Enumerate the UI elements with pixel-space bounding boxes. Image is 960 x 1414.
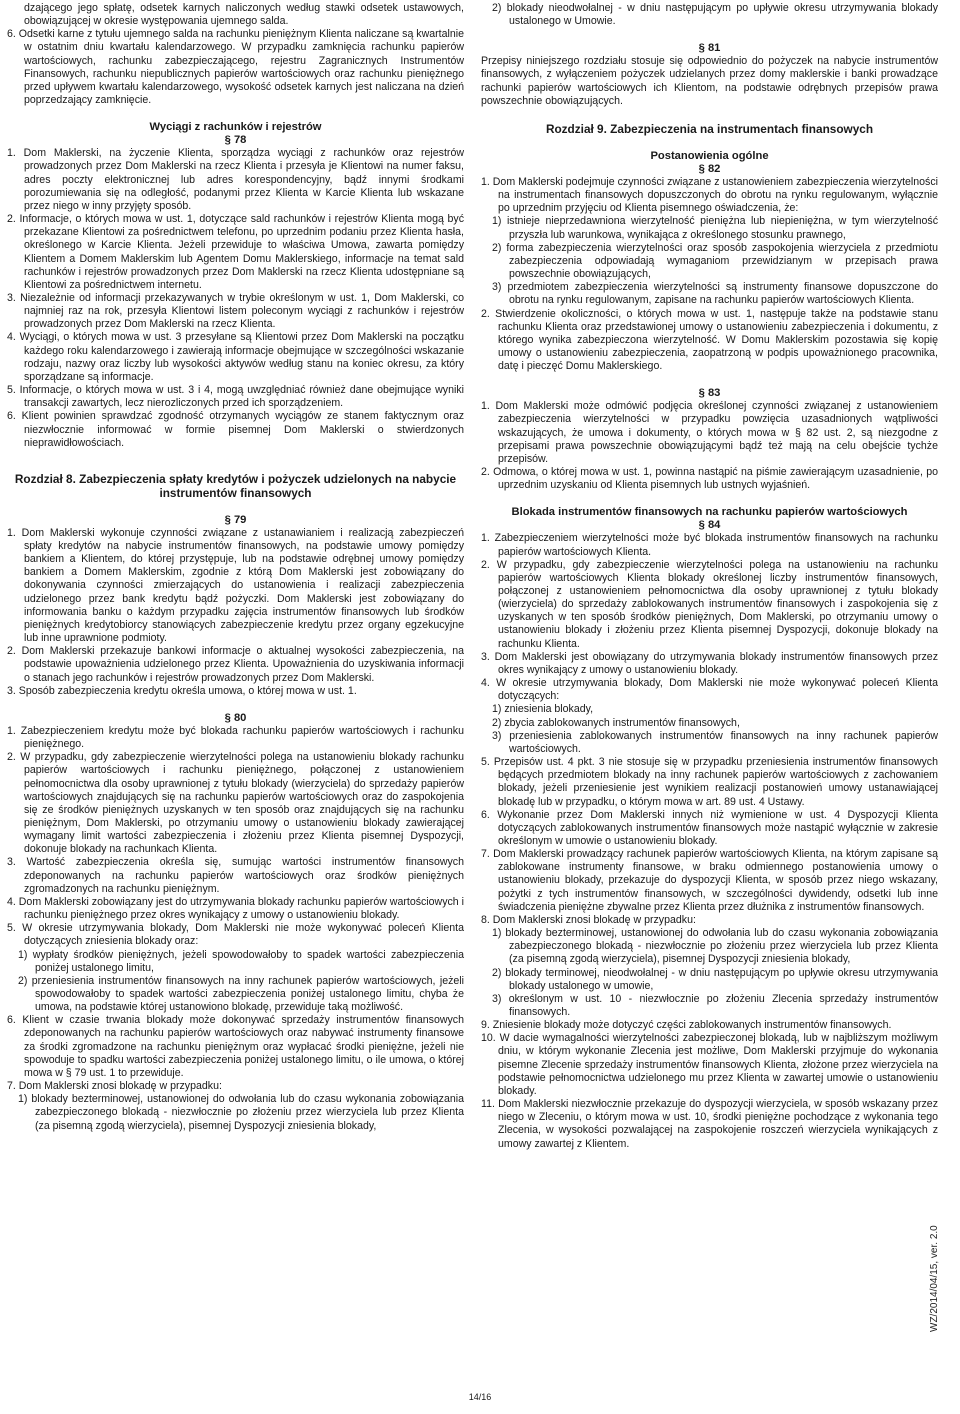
paragraph: 6. Wykonanie przez Dom Maklerski innych niż wymienione w ust. 4 Dyspozycji Klienta dotyczących zablokowanych instrumentów finansowych może nastąpić wyłącznie w zakresie określonym w umowie o ustanowieniu blokady. — [481, 808, 938, 847]
section-heading: Postanowienia ogólne — [650, 149, 769, 162]
paragraph: 2. W przypadku, gdy zabezpieczenie wierzytelności polega na ustanowieniu blokady rachunku papierów wartościowych i rachunku pieniężnego, połączonej z ustanowieniem pełnomocnictwa dla osoby uprawnionej z tytułu blokady (wierzyciela) do sprzedaży papierów wartościowych znajdujących się na rachunku papierów wartościowych oraz do zaspokojenia się ze środków pieniężnych uzyskanych w ten sposób oraz znajdujących się na rachunku pieniężnym, Dom Maklerski, po otrzymaniu umowy o ustanowieniu blokady zawierającej wymagany limit wartości zabezpieczenia i złożeniu przez Klienta pisemnej Dyspozycji, dokonuje blokady na rachunkach Klienta. — [7, 751, 464, 856]
list-item: 2) zbycia zablokowanych instrumentów finansowych, — [492, 716, 740, 729]
paragraph: 2. Stwierdzenie okoliczności, o których mowa w ust. 1, następuje także na podstawie stanu rachunku Klienta oraz przedstawionej umowy o ustanowieniu zabezpieczenia i dokumentu, z którego wynika zabezpieczona wierzytelność. W Domu Maklerskim pozostawia się kopię umowy o ustanowieniu zabezpieczenia, zaopatrzoną w podpis upoważnionego pracownika, datę i pieczęć Domu Maklerskiego. — [481, 307, 938, 373]
paragraph: 1. Dom Maklerski podejmuje czynności związane z ustanowieniem zabezpieczenia wierzytelności na instrumentach finansowych dopuszczonych do obrotu na rynku regulowanym, wyłącznie po uprzednim przyjęciu od Klienta pisemnego oświadczenia, że: — [481, 175, 938, 215]
list-item: 1) istnieje nieprzedawniona wierzytelność pieniężna lub niepieniężna, w tym wierzytelność przyszła lub warunkowa, wynikająca z określonego stosunku prawnego, — [492, 215, 938, 241]
paragraph: 1. Dom Maklerski może odmówić podjęcia określonej czynności związanej z ustanowieniem zabezpieczenia wierzytelności w przypadku powzięcia uzasadnionych wątpliwości wskazujących, że umowa i dokumenty, o których mowa w § 82 ust. 2, są niezgodne z przepisami prawa powszechnie obowiązującymi bądź też mają na celu obejście tychże przepisów. — [481, 400, 938, 465]
section-number: § 79 — [224, 513, 247, 526]
list-item: 2) blokady terminowej, nieodwołalnej - w dniu następującym po upływie okresu utrzymywania blokady ustalonego w umowie, — [492, 966, 938, 992]
section-number: § 83 — [698, 387, 721, 400]
paragraph: 9. Zniesienie blokady może dotyczyć części zablokowanych instrumentów finansowych. — [481, 1019, 892, 1032]
list-item: 2) blokady nieodwołalnej - w dniu następującym po upływie okresu utrzymywania blokady ustalonego w Umowie. — [492, 2, 938, 28]
paragraph: 3. Dom Maklerski jest obowiązany do utrzymywania blokady instrumentów finansowych przez okres wynikający z umowy o ustanowieniu blokady. — [481, 650, 938, 676]
list-item: 1) blokady bezterminowej, ustanowionej do odwołania lub do czasu wykonania zobowiązania zabezpieczonego blokadą - niezwłocznie po złożeniu przez wierzyciela lub przez Klienta (za pisemną zgodą wierzyciela), pisemnej Dyspozycji zniesienia blokady, — [492, 927, 938, 966]
paragraph: 1. Dom Maklerski, na życzenie Klienta, sporządza wyciągi z rachunków oraz rejestrów prowadzonych przez Dom Maklerski na rzecz Klienta i przesyła je Klientowi na numer faksu, adres poczty elektronicznej lub adres korespondencyjny, bądź innymi środkami porozumiewania się na odległość, podanymi przez Klienta w Karcie Klienta lub wskazane przez niego w inny przyjęty sposób. — [7, 147, 464, 212]
paragraph: dzającego jego spłatę, odsetek karnych naliczonych według stawki odsetek ustawowych, obowiązującej w okresie występowania ujemnego salda. — [24, 2, 464, 28]
paragraph: 10. W dacie wymagalności wierzytelności zabezpieczonej blokadą, lub w najbliższym możliwym dniu, w którym wykonanie Zlecenia jest możliwe, Dom Maklerski przyjmuje do wykonania pisemne Zlecenie sprzedaży instrumentów finansowych Klienta, złożone przez wierzyciela na podstawie pełnomocnictwa udzielonego mu przez Klienta w zawartej umowie o ustanowieniu blokady. — [481, 1032, 938, 1097]
paragraph: 5. W okresie utrzymywania blokady, Dom Maklerski nie może wykonywać poleceń Klienta dotyczących zniesienia blokady oraz: — [7, 922, 464, 948]
paragraph: 4. W okresie utrzymywania blokady, Dom Maklerski nie może wykonywać poleceń Klienta dotyczących: — [481, 677, 938, 703]
paragraph: 6. Klient w czasie trwania blokady może dokonywać sprzedaży instrumentów finansowych zdeponowanych na rachunku papierów wartościowych oraz nabywać instrumenty finansowe za środki zgromadzone na rachunku pieniężnym oraz wypłacać środki pieniężne, jeżeli nie spowoduje to spadku wartości zabezpieczenia poniżej ustalonego limitu, o ile umowa, o której mowa w § 79 ust. 1 to przewiduje. — [7, 1014, 464, 1079]
section-number: § 81 — [698, 42, 721, 55]
paragraph: 2. Dom Maklerski przekazuje bankowi informacje o aktualnej wysokości zabezpieczenia, na podstawie upoważnienia udzielonego przez Klienta. Upoważnienia do uzyskiwania informacji o stanach jego rachunków i rejestrów prowadzonych przez Dom Maklerski. — [7, 645, 464, 684]
chapter-heading: Rozdział 8. Zabezpieczenia spłaty kredytów i pożyczek udzielonych na nabycie instrumentów finansowych — [14, 471, 457, 500]
list-item: 2) forma zabezpieczenia wierzytelności oraz sposób zaspokojenia wierzyciela z przedmiotu zabezpieczenia odpowiadają wymaganiom przewidzianym w przepisach prawa powszechnie obowiązujących, — [492, 241, 938, 281]
paragraph: 2. Informacje, o których mowa w ust. 1, dotyczące sald rachunków i rejestrów Klienta mogą być przekazane Klientowi za pośrednictwem telefonu, po uprzednim podaniu przez Klienta hasła, określonego w Karcie Klienta. Jeżeli przewiduje to właściwa Umowa, zawarta pomiędzy Klientem a Domem Maklerskim lub Agentem Domu Maklerskiego, informacje na temat sald rachunków i rejestrów prowadzonych przez Dom Maklerski na rzecz Klienta udostępniane są Klientowi za pośrednictwem internetu. — [7, 213, 464, 291]
section-heading: Wyciągi z rachunków i rejestrów — [149, 121, 322, 134]
paragraph: 3. Niezależnie od informacji przekazywanych w trybie określonym w ust. 1, Dom Maklerski, co najmniej raz na rok, przesyła Klientowi listem poleconym wyciągi z rachunków i rejestrów prowadzonych przez Dom Maklerski na rzecz Klienta. — [7, 291, 464, 331]
list-item: 1) blokady bezterminowej, ustanowionej do odwołania lub do czasu wykonania zobowiązania zabezpieczonego blokadą - niezwłocznie po złożeniu przez wierzyciela lub przez Klienta (za pisemną zgodą wierzyciela), pisemnej Dyspozycji zniesienia blokady, — [18, 1093, 464, 1132]
paragraph: 7. Dom Maklerski prowadzący rachunek papierów wartościowych Klienta, na którym zapisane są zablokowane instrumenty finansowe, w braku odmiennego postanowienia umowy o ustanowieniu blokady, przekazuje do dyspozycji Klienta, w sposób przez niego wskazany, pożytki z tych instrumentów finansowych, w szczególności dywidendy, odsetki lub inne świadczenia pieniężne zbywalne przez Klienta przez dłużnika z instrumentów finansowych. — [481, 848, 938, 913]
chapter-heading: Rozdział 9. Zabezpieczenia na instrumentach finansowych — [545, 121, 874, 136]
list-item: 3) przedmiotem zabezpieczenia wierzytelności są instrumenty finansowe dopuszczone do obrotu na rynku regulowanym, zapisane na rachunku papierów wartościowych Klienta. — [492, 281, 938, 307]
section-number: § 82 — [698, 162, 721, 175]
page-number: 14/16 — [468, 1392, 492, 1402]
paragraph: 4. Dom Maklerski zobowiązany jest do utrzymywania blokady rachunku papierów wartościowych i rachunku pieniężnego przez okres wynikający z umowy o ustanowieniu blokady. — [7, 895, 464, 922]
paragraph: Przepisy niniejszego rozdziału stosuje się odpowiednio do pożyczek na nabycie instrumentów finansowych, z wyłączeniem pożyczek udzielanych przez domy maklerskie i banki prowadzące rachunki papierów wartościowych ich Klientom, na podstawie odrębnych przepisów prawa powszechnie obowiązujących. — [481, 55, 938, 107]
list-item: 3) przeniesienia zablokowanych instrumentów finansowych na inny rachunek papierów wartościowych. — [492, 729, 938, 755]
paragraph: 5. Przepisów ust. 4 pkt. 3 nie stosuje się w przypadku przeniesienia instrumentów finansowych będących przedmiotem blokady na inny rachunek papierów wartościowych z zachowaniem blokady, jeżeli przeniesienie jest wynikiem realizacji postanowień umowy ustanawiającej blokadę lub w przypadku, o którym mowa w art. 89 ust. 4 Ustawy. — [481, 756, 938, 808]
list-item: 1) zniesienia blokady, — [492, 703, 594, 716]
paragraph: 1. Dom Maklerski wykonuje czynności związane z ustanawianiem i realizacją zabezpieczeń spłaty kredytów na nabycie instrumentów finansowych, na podstawie umowy pomiędzy bankiem a Klientem, do której przystępuje, lub na podstawie odrębnej umowy pomiędzy bankiem a Domem Maklerskim, zgodnie z którą Dom Maklerski jest zobowiązany do dokonywania czynności zmierzających do ustanowienia i realizacji zabezpieczenia udzielonego przez bank kredytu bądź pożyczki. Dom Maklerski jest zobowiązany do informowania banku o każdym przypadku zajęcia instrumentów finansowych lub środków pieniężnych kredytobiorcy stanowiących zabezpieczenie kredytu przez organy egzekucyjne lub inne uprawnione podmioty. — [7, 526, 464, 645]
paragraph: 6. Klient powinien sprawdzać zgodność otrzymanych wyciągów ze stanem faktycznym oraz niezwłocznie informować w formie pisemnej Dom Maklerski o stwierdzonych nieprawidłowościach. — [7, 410, 464, 449]
paragraph: 2. W przypadku, gdy zabezpieczenie wierzytelności polega na ustanowieniu na rachunku papierów wartościowych Klienta blokady określonej liczby instrumentów finansowych, połączonej z ustanowieniem pełnomocnictwa dla osoby uprawnionej z tytułu blokady (wierzyciela) do sprzedaży zablokowanych instrumentów finansowych i zaspokojenia się z uzyskanych w ten sposób środków pieniężnych, Dom Maklerski, po otrzymaniu umowy o ustanowieniu blokady i złożeniu przez Klienta pisemnej Dyspozycji, dokonuje blokady na rachunku Klienta. — [481, 558, 938, 650]
paragraph: 5. Informacje, o których mowa w ust. 3 i 4, mogą uwzględniać również dane obejmujące wyniki transakcji zawartych, lecz nierozliczonych przed ich sporządzeniem. — [7, 384, 464, 410]
right-column — [481, 2, 938, 1151]
paragraph: 2. Odmowa, o której mowa w ust. 1, powinna nastąpić na piśmie zawierającym uzasadnienie, po uprzednim uzyskaniu od Klienta pisemnych lub ustnych wyjaśnień. — [481, 466, 938, 492]
paragraph: 1. Zabezpieczeniem kredytu może być blokada rachunku papierów wartościowych i rachunku pieniężnego. — [7, 724, 464, 751]
section-number: § 84 — [698, 519, 721, 532]
section-number: § 80 — [224, 711, 247, 724]
paragraph: 3. Wartość zabezpieczenia określa się, sumując wartości instrumentów finansowych zdeponowanych na rachunku papierów wartościowych oraz środków pieniężnych zgromadzonych na rachunku pieniężnym. — [7, 856, 464, 895]
list-item: 1) wypłaty środków pieniężnych, jeżeli spowodowałoby to spadek wartości zabezpieczenia poniżej ustalonego limitu, — [18, 948, 464, 974]
left-column — [7, 2, 464, 1133]
paragraph: 4. Wyciągi, o których mowa w ust. 3 przesyłane są Klientowi przez Dom Maklerski na początku każdego roku kalendarzowego i zawierają informacje obejmujące w szczególności wskazanie rodzaju, nazwy oraz liczby lub wysokości aktywów według stanu na koniec okresu, za który sporządzane są informacje. — [7, 331, 464, 383]
paragraph: 8. Dom Maklerski znosi blokadę w przypadku: — [481, 913, 696, 926]
paragraph: 6. Odsetki karne z tytułu ujemnego salda na rachunku pieniężnym Klienta naliczane są kwartalnie w ostatnim dniu kwartału kalendarzowego. W przypadku zamknięcia rachunku papierów wartościowych, rachunku zabezpieczającego, rejestru Zagranicznych Instrumentów Finansowych, rachunku niepublicznych papierów wartościowych oraz rachunku pieniężnego przed upływem kwartału kalendarzowego, wysokość odsetek karnych jest naliczana na dzień poprzedzający zamknięcie. — [7, 28, 464, 107]
paragraph: 11. Dom Maklerski niezwłocznie przekazuje do dyspozycji wierzyciela, w sposób wskazany przez niego w Zleceniu, o którym mowa w ust. 10, środki pieniężne pochodzące z wykonania tego Zlecenia, w wysokości pozwalającej na zaspokojenie roszczeń wierzyciela wynikających z umowy zawartej z Klientem. — [481, 1098, 938, 1150]
version-label: WZ/2014/04/15, ver. 2.0 — [929, 1225, 940, 1332]
section-number: § 78 — [224, 134, 247, 147]
paragraph: 7. Dom Maklerski znosi blokadę w przypadku: — [7, 1080, 222, 1093]
paragraph: 3. Sposób zabezpieczenia kredytu określa umowa, o której mowa w ust. 1. — [7, 684, 357, 697]
list-item: 2) przeniesienia instrumentów finansowych na inny rachunek papierów wartościowych, jeżeli spowodowałoby to spadek wartości zabezpieczenia poniżej ustalonego limitu, chyba że umowa, na podstawie której ustanowiono blokadę, przewiduje taką możliwość. — [18, 974, 464, 1014]
paragraph: 1. Zabezpieczeniem wierzytelności może być blokada instrumentów finansowych na rachunku papierów wartościowych Klienta. — [481, 532, 938, 558]
section-heading: Blokada instrumentów finansowych na rachunku papierów wartościowych — [511, 506, 908, 519]
list-item: 3) określonym w ust. 10 - niezwłocznie po złożeniu Zlecenia sprzedaży instrumentów finansowych. — [492, 992, 938, 1018]
